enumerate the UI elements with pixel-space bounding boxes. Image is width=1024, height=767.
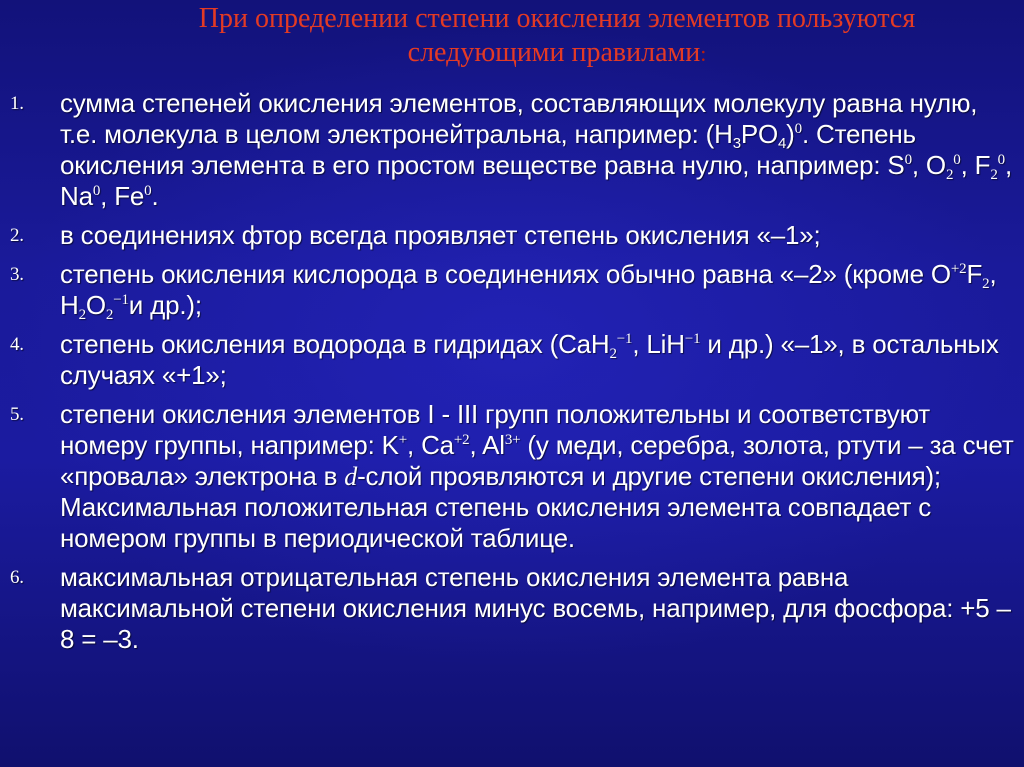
title-colon: :: [700, 41, 707, 66]
subscript: 2: [945, 167, 954, 183]
text-run: , Ca: [407, 430, 454, 460]
superscript: +: [398, 432, 408, 448]
text-run: . Степень окисления элемента в его простом веществе равна нулю, например: S: [60, 119, 916, 180]
list-number: 2.: [10, 225, 24, 246]
list-item-2: [0, 220, 1020, 251]
text-run: PO: [740, 119, 779, 149]
subscript: 2: [609, 346, 617, 362]
title-line-2: [112, 36, 1002, 71]
text-run: O: [85, 290, 106, 320]
text-run: , Na: [60, 150, 1012, 211]
text-run: -слой проявляются и другие степени окисления); Максимальная положительная степень окисления элемента совпадает с номером группы в периодической таблице.: [60, 461, 941, 553]
text-run: F: [966, 259, 983, 289]
text-run: , F: [960, 150, 991, 180]
title-line-2-text: следующими правилами: [407, 37, 701, 68]
superscript: 0: [953, 152, 961, 168]
text-run: степень окисления кислорода в соединениях обычно равна «–2» (кроме O: [60, 259, 951, 289]
list-number: 1.: [10, 93, 24, 114]
text-run: и др.);: [128, 290, 202, 320]
list-number: 5.: [10, 404, 24, 425]
item-text: [60, 399, 1014, 553]
list-item-1: [0, 88, 1020, 212]
item-text: [60, 329, 999, 390]
superscript: −1: [113, 292, 129, 308]
slide-title: [112, 2, 1002, 71]
text-run: (у меди, серебра, золота, ртути – за счет «провала» электрона в: [60, 430, 1014, 491]
superscript: +2: [950, 261, 967, 277]
subscript: 3: [732, 135, 741, 152]
superscript: 0: [794, 121, 802, 137]
text-run: степени окисления элементов I - III групп положительны и соответствуют номеру группы, например: K: [60, 399, 931, 460]
text-run: степень окисления водорода в гидридах (CaH: [60, 329, 610, 359]
text-run: .: [151, 181, 159, 211]
superscript: −1: [684, 331, 701, 347]
item-text: [60, 88, 1012, 211]
superscript: 0: [997, 152, 1005, 168]
text-run: ): [786, 119, 795, 149]
subscript: 2: [78, 307, 86, 323]
list-number: 3.: [10, 264, 24, 285]
subscript: 2: [990, 167, 998, 183]
text-run: , Al: [469, 430, 505, 460]
list-number: 4.: [10, 334, 24, 355]
subscript: 2: [105, 307, 114, 323]
text-run: , Fe: [100, 181, 145, 211]
subscript: 4: [778, 135, 787, 152]
superscript: +2: [453, 432, 470, 448]
item-text: [60, 259, 997, 323]
item-text: максимальная отрицательная степень окисления элемента равна максимальной степени окисления минус восемь, например, для фосфора: +5 – 8 = –3.: [60, 562, 1011, 654]
superscript: 0: [904, 152, 912, 168]
superscript: 0: [144, 183, 152, 199]
text-run: , O: [911, 150, 946, 180]
italic-run: d: [344, 462, 358, 491]
superscript: 3+: [504, 432, 521, 448]
text-run: , H: [60, 259, 997, 320]
list-item-3: [0, 259, 1020, 321]
list-number: 6.: [10, 567, 24, 588]
text-run: , LiH: [632, 329, 685, 359]
superscript: −1: [616, 331, 633, 347]
text-run: сумма степеней окисления элементов, составляющих молекулу равна нулю, т.е. молекула в целом электронейтральна, например: (H: [60, 88, 978, 149]
item-text: в соединениях фтор всегда проявляет степень окисления «–1»;: [60, 220, 821, 250]
title-line-1: При определении степени окисления элементов пользуются: [198, 3, 916, 34]
rules-list: [0, 88, 1020, 663]
list-item-6: [0, 562, 1020, 655]
superscript: 0: [92, 183, 101, 199]
list-item-5: [0, 399, 1020, 554]
list-item-4: [0, 329, 1020, 391]
text-run: и др.) «–1», в остальных случаях «+1»;: [60, 329, 999, 390]
subscript: 2: [982, 276, 990, 292]
